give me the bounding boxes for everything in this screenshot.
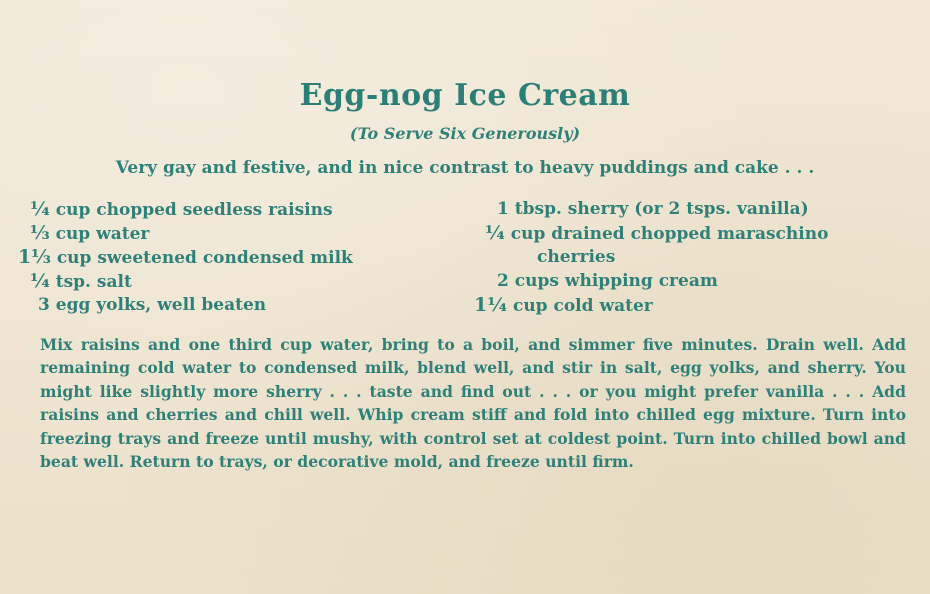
ingredient-right-3 <box>497 269 718 293</box>
ingredient-text: egg yolks, well beaten <box>55 295 267 315</box>
ingredient-left-1 <box>30 197 333 222</box>
ingredient-qty: 1⅓ <box>18 246 51 268</box>
ingredient-right-2 <box>485 221 828 246</box>
ingredient-right-4 <box>474 293 653 318</box>
ingredient-text: tbsp. sherry (or 2 tsps. vanilla) <box>514 199 809 219</box>
ingredient-left-5 <box>38 293 266 317</box>
ingredient-text: cup chopped seedless raisins <box>55 200 333 220</box>
ingredient-text: cup sweetened condensed milk <box>56 248 353 268</box>
ingredient-text: cups whipping cream <box>514 271 718 291</box>
ingredient-text: cup cold water <box>512 296 653 316</box>
ingredient-text: cherries <box>537 247 616 267</box>
ingredient-left-3 <box>18 245 353 270</box>
recipe-subtitle: (To Serve Six Generously) <box>349 124 581 143</box>
recipe-intro: Very gay and festive, and in nice contrast to heavy puddings and cake . . . <box>115 158 815 178</box>
ingredient-qty: ¼ <box>30 270 50 292</box>
ingredient-right-2-cont <box>537 245 615 269</box>
ingredient-qty: ⅓ <box>30 222 50 244</box>
ingredient-qty: ¼ <box>30 198 50 220</box>
ingredient-left-2 <box>30 221 149 246</box>
ingredient-text: cup water <box>55 224 150 244</box>
ingredient-right-1 <box>497 197 809 221</box>
ingredient-qty: ¼ <box>485 222 505 244</box>
recipe-instructions: Mix raisins and one third cup water, bring to a boil, and simmer five minutes. Drain well. Add remaining cold water to condensed milk, blend well, and stir in salt, egg yolks, and sherry. You might like slightly more sherry . . . taste and find out . . . or you might prefer vanilla . . . Add raisins and cherries and chill well. Whip cream stiff and fold into chilled egg mixture. Turn into freezing trays and freeze until mushy, with control set at coldest point. Turn into chilled bowl and beat well. Return to trays, or decorative mold, and freeze until firm. <box>40 335 906 472</box>
ingredient-qty: 2 <box>497 271 509 291</box>
ingredient-qty: 1 <box>497 199 509 219</box>
ingredient-text: tsp. salt <box>55 272 132 292</box>
recipe-title: Egg-nog Ice Cream <box>299 78 631 113</box>
ingredient-qty: 1¼ <box>474 294 508 316</box>
ingredient-qty: 3 <box>38 295 50 315</box>
ingredient-left-4 <box>30 269 132 294</box>
ingredient-text: cup drained chopped maraschino <box>510 224 829 244</box>
